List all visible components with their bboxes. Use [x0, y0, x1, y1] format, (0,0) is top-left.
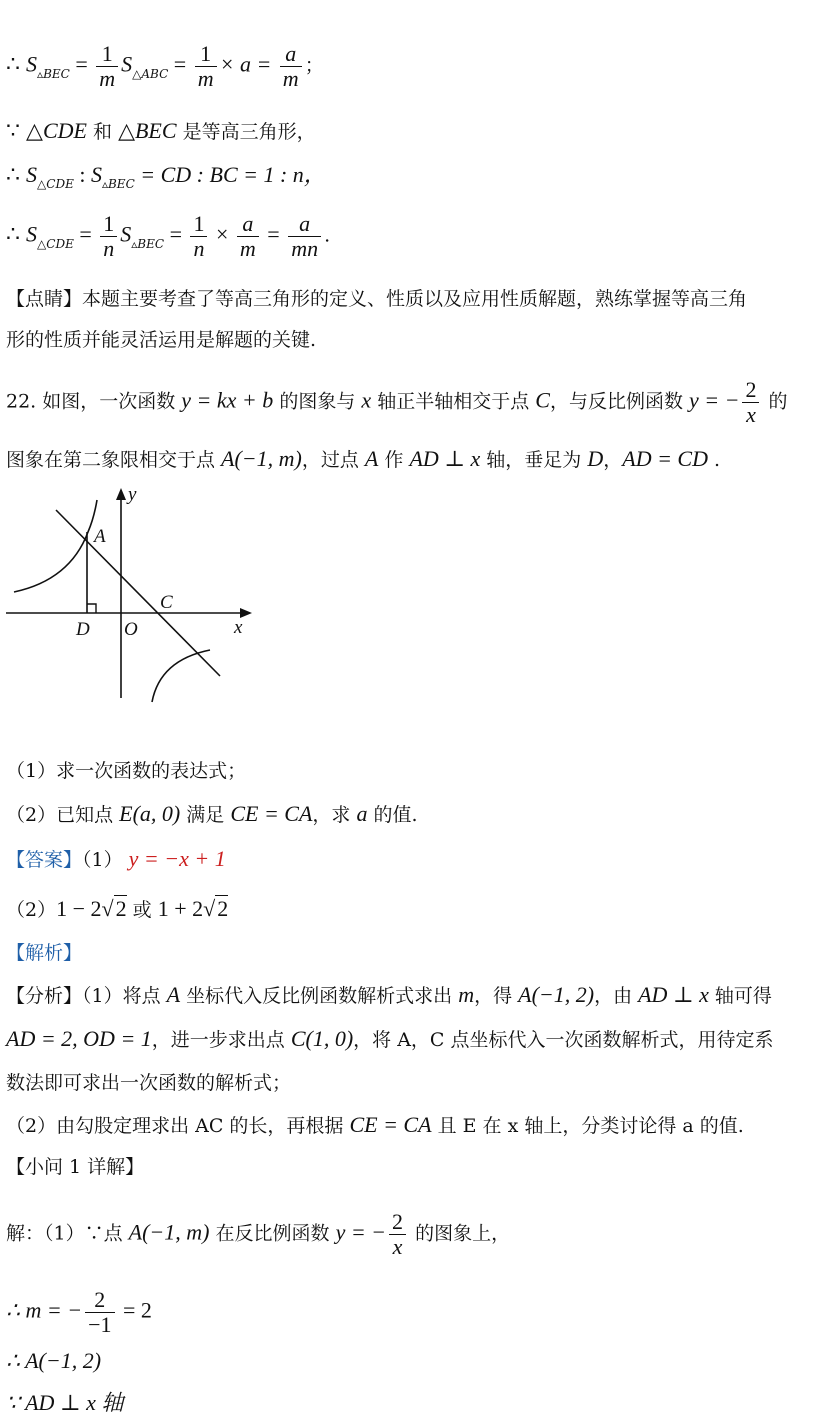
- fraction: $\frac{a}{m}$: [280, 42, 302, 91]
- label-y: y: [128, 484, 137, 505]
- fraction: $\frac{1}{n}$: [190, 212, 207, 261]
- fraction: $\frac{1}{m}$: [96, 42, 118, 91]
- part-1: （1）求一次函数的表达式；: [6, 760, 247, 782]
- fraction: $\frac{2}{-1}$: [85, 1288, 114, 1337]
- detail-line-3: ∴ A(−1, 2): [6, 1348, 102, 1373]
- right-angle-mark: [87, 604, 96, 613]
- eq-line-2: ∵ △CDE 和 △BEC 是等高三角形，: [6, 118, 316, 143]
- detail-line-4: ∵ AD ⊥ x 轴: [6, 1390, 124, 1415]
- label-O: O: [124, 619, 138, 640]
- eq-line-3: ∴ $S_{\triangle CDE}$ : $S_{▵BEC}$ = CD : BC = 1 : n，: [6, 162, 326, 191]
- analysis-line-1: 【分析】（1）将点 A 坐标代入反比例函数解析式求出 m，得 A(−1, 2)，由 AD ⊥ x 轴可得: [6, 982, 772, 1007]
- linear-function-line: [56, 510, 220, 676]
- question-line-1: 22. 如图，一次函数 y = kx + b 的图象与 x 轴正半轴相交于点 C，与反比例函数 y = − $\frac{2}{x}$ 的: [6, 377, 788, 427]
- answer-tag: 【答案】: [6, 849, 83, 871]
- detail-line-2: ∴ m = − $\frac{2}{-1}$ = 2: [6, 1287, 152, 1337]
- answer-line-1: 【答案】（1） y = −x + 1: [6, 846, 226, 871]
- answer-1-value: y = −x + 1: [128, 846, 226, 871]
- fraction: $\frac{1}{m}$: [195, 42, 217, 91]
- fraction: $\frac{a}{mn}$: [288, 212, 321, 261]
- label-D: D: [76, 619, 90, 640]
- question-line-2: 图象在第二象限相交于点 A(−1, m)，过点 A 作 AD ⊥ x 轴，垂足为 D，AD = CD .: [6, 446, 721, 471]
- y-axis-arrow: [116, 488, 126, 500]
- analysis-line-2: AD = 2, OD = 1，进一步求出点 C(1, 0)，将 A，C 点坐标代入一次函数解析式，用待定系: [6, 1026, 774, 1051]
- comment-line-2: 形的性质并能灵活运用是解题的关键.: [6, 329, 317, 351]
- hyperbola-branch-left: [14, 500, 97, 592]
- analysis-tag: 【解析】: [6, 942, 83, 964]
- label-A: A: [94, 526, 106, 547]
- detail-tag: 【小问 1 详解】: [6, 1156, 145, 1178]
- detail-line-1: 解：（1）∵点 A(−1, m) 在反比例函数 y = − $\frac{2}{x}$ 的图象上，: [6, 1209, 511, 1259]
- answer-line-2: （2）1 − 2√2 或 1 + 2√2: [6, 896, 229, 921]
- comment-line-1: 【点睛】本题主要考查了等高三角形的定义、性质以及应用性质解题，熟练掌握等高三角: [6, 288, 748, 310]
- analysis-line-4: （2）由勾股定理求出 AC 的长，再根据 CE = CA 且 E 在 x 轴上，分类讨论得 a 的值.: [6, 1112, 744, 1137]
- label-C: C: [160, 592, 173, 613]
- fraction: $\frac{2}{x}$: [742, 378, 759, 427]
- function-graph-figure: [0, 480, 270, 710]
- eq-line-1: ∴ $S_{▵BEC}$ = $\frac{1}{m}$ $S_{\triangle ABC}$ = $\frac{1}{m}$ × a = $\frac{a}{m}$ ；: [6, 41, 324, 91]
- fraction: $\frac{1}{n}$: [100, 212, 117, 261]
- analysis-line-3: 数法即可求出一次函数的解析式；: [6, 1072, 292, 1094]
- eq-line-4: ∴ $S_{\triangle CDE}$ = $\frac{1}{n}$ $S_{▵BEC}$ = $\frac{1}{n}$ × $\frac{a}{m}$ = $\frac{a}{mn}$ .: [6, 211, 331, 261]
- part-2: （2）已知点 E(a, 0) 满足 CE = CA，求 a 的值.: [6, 801, 418, 826]
- fraction: $\frac{a}{m}$: [237, 212, 259, 261]
- label-x: x: [234, 617, 243, 638]
- fraction: $\frac{2}{x}$: [389, 1210, 406, 1259]
